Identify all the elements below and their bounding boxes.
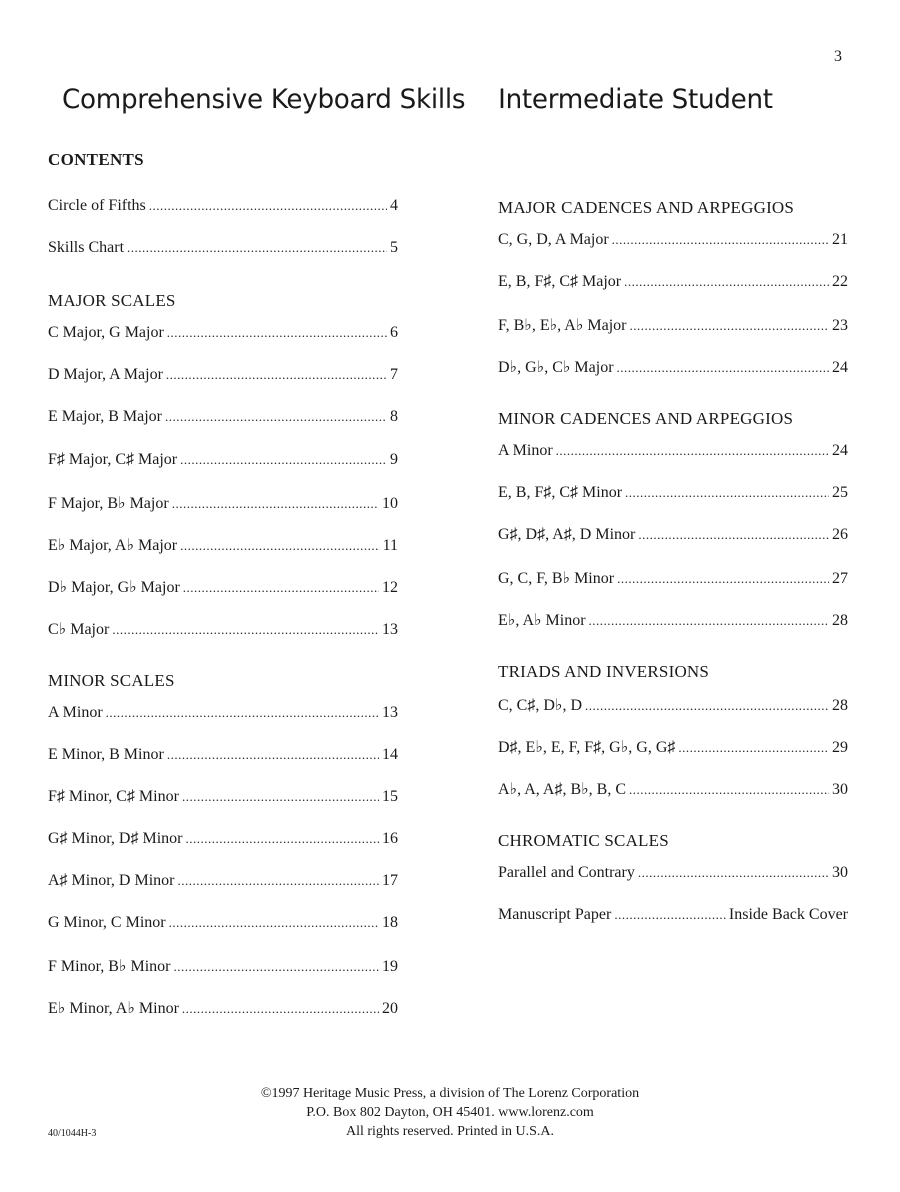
dot-leader <box>167 325 387 341</box>
dot-leader <box>585 698 829 714</box>
page-title <box>62 84 773 115</box>
dot-leader <box>149 198 387 214</box>
toc-entry[interactable] <box>48 914 398 932</box>
toc-entry[interactable] <box>48 197 398 215</box>
toc-entry[interactable] <box>48 535 398 555</box>
toc-entry-page: 21 <box>832 231 848 248</box>
dot-leader <box>629 782 829 798</box>
section-heading-chromatic: CHROMATIC SCALES <box>498 831 669 850</box>
toc-entry-page: 28 <box>832 612 848 629</box>
toc-entry-page: 28 <box>832 697 848 714</box>
toc-entry-page: 14 <box>382 746 398 763</box>
toc-entry-page: 30 <box>832 864 848 881</box>
toc-entry[interactable] <box>48 872 398 890</box>
toc-entry-label: G, C, F, B♭ Minor <box>498 570 615 587</box>
toc-entry-page: 22 <box>832 273 848 290</box>
section-heading-minor-scales: MINOR SCALES <box>48 671 175 690</box>
toc-entry[interactable] <box>48 577 398 597</box>
dot-leader <box>617 360 829 376</box>
toc-entry-page: 29 <box>832 739 848 756</box>
toc-entry[interactable] <box>498 695 848 715</box>
toc-entry[interactable] <box>48 619 398 639</box>
toc-entry-page: 23 <box>832 317 848 334</box>
toc-entry-label: F Major, B♭ Major <box>48 495 169 512</box>
toc-entry-page: 7 <box>390 366 398 383</box>
toc-entry-label: F, B♭, E♭, A♭ Major <box>498 317 627 334</box>
dot-leader <box>173 959 379 975</box>
toc-entry-page: 19 <box>382 958 398 975</box>
dot-leader <box>612 232 829 248</box>
toc-entry-label: F♯ Minor, C♯ Minor <box>48 788 179 805</box>
toc-entry-page: 24 <box>832 442 848 459</box>
toc-entry-label: C Major, G Major <box>48 324 164 341</box>
dot-leader <box>180 538 379 554</box>
rights-line: All rights reserved. Printed in U.S.A. <box>345 1124 555 1139</box>
toc-entry-page: 16 <box>382 830 398 847</box>
toc-entry[interactable] <box>48 956 398 976</box>
page-number: 3 <box>834 48 842 65</box>
toc-entry[interactable] <box>498 568 848 588</box>
toc-entry[interactable] <box>498 315 848 335</box>
toc-entry-label: G♯ Minor, D♯ Minor <box>48 830 183 847</box>
toc-entry-label: E♭ Major, A♭ Major <box>48 537 178 554</box>
title-main: Comprehensive Keyboard Skills <box>62 84 466 115</box>
copyright-line: ©1997 Heritage Music Press, a division of The Lorenz Corporation <box>260 1086 640 1101</box>
toc-entry-page: 9 <box>390 451 398 468</box>
toc-entry[interactable] <box>498 864 848 882</box>
toc-entry-page: 13 <box>382 704 398 721</box>
dot-leader <box>182 789 379 805</box>
toc-entry-label: D Major, A Major <box>48 366 163 383</box>
toc-entry[interactable] <box>498 484 848 502</box>
copyright-footer <box>0 1084 900 1141</box>
toc-entry-page: 26 <box>832 526 848 543</box>
contents-heading: CONTENTS <box>48 150 144 169</box>
toc-entry-label: C, C♯, D♭, D <box>498 697 582 714</box>
toc-entry-label: A♭, A, A♯, B♭, B, C <box>498 781 627 798</box>
toc-entry[interactable] <box>48 704 398 722</box>
dot-leader <box>166 367 387 383</box>
toc-entry-label: D♭ Major, G♭ Major <box>48 579 180 596</box>
toc-entry[interactable] <box>498 442 848 460</box>
dot-leader <box>167 747 379 763</box>
toc-entry[interactable] <box>48 408 398 426</box>
dot-leader <box>169 915 379 931</box>
toc-entry[interactable] <box>48 239 398 257</box>
dot-leader <box>172 496 379 512</box>
toc-entry[interactable] <box>498 906 848 924</box>
dot-leader <box>182 1001 379 1017</box>
dot-leader <box>638 527 829 543</box>
toc-entry-page: 8 <box>390 408 398 425</box>
toc-entry[interactable] <box>498 357 848 377</box>
address-line: P.O. Box 802 Dayton, OH 45401. www.lorenz.com <box>306 1105 594 1120</box>
toc-entry-label: C♭ Major <box>48 621 110 638</box>
toc-entry[interactable] <box>498 273 848 291</box>
toc-entry[interactable] <box>48 324 398 342</box>
dot-leader <box>678 740 829 756</box>
toc-entry-page: 25 <box>832 484 848 501</box>
toc-entry-page: Inside Back Cover <box>728 906 848 923</box>
toc-entry-label: E, B, F♯, C♯ Minor <box>498 484 623 501</box>
section-heading-major-scales: MAJOR SCALES <box>48 291 176 310</box>
toc-entry-label: G♯, D♯, A♯, D Minor <box>498 526 636 543</box>
dot-leader <box>185 831 379 847</box>
toc-entry-label: F♯ Major, C♯ Major <box>48 451 178 468</box>
toc-entry-label: G Minor, C Minor <box>48 914 166 931</box>
toc-entry[interactable] <box>48 493 398 513</box>
toc-entry-page: 4 <box>390 197 398 214</box>
toc-entry-page: 13 <box>382 621 398 638</box>
section-heading-major-cadences: MAJOR CADENCES AND ARPEGGIOS <box>498 198 795 217</box>
dot-leader <box>625 485 829 501</box>
toc-entry[interactable] <box>48 830 398 848</box>
toc-entry[interactable] <box>498 737 848 757</box>
toc-entry-page: 5 <box>390 239 398 256</box>
toc-entry-label: F Minor, B♭ Minor <box>48 958 171 975</box>
toc-entry[interactable] <box>48 998 398 1018</box>
toc-entry-label: A Minor <box>48 704 103 721</box>
toc-entry-label: Circle of Fifths <box>48 197 146 214</box>
toc-entry[interactable] <box>48 746 398 764</box>
toc-entry-page: 17 <box>382 872 398 889</box>
toc-entry-page: 15 <box>382 788 398 805</box>
toc-entry-page: 18 <box>382 914 398 931</box>
section-heading-minor-cadences: MINOR CADENCES AND ARPEGGIOS <box>498 409 794 428</box>
toc-entry-page: 12 <box>382 579 398 596</box>
toc-entry-label: E, B, F♯, C♯ Major <box>498 273 622 290</box>
dot-leader <box>165 409 387 425</box>
toc-entry-page: 27 <box>832 570 848 587</box>
toc-entry-page: 6 <box>390 324 398 341</box>
toc-entry-label: E Minor, B Minor <box>48 746 164 763</box>
toc-entry-label: D♭, G♭, C♭ Major <box>498 359 614 376</box>
toc-entry-label: A♯ Minor, D Minor <box>48 872 175 889</box>
dot-leader <box>556 443 829 459</box>
dot-leader <box>183 580 379 596</box>
dot-leader <box>177 873 379 889</box>
dot-leader <box>180 452 387 468</box>
section-heading-triads: TRIADS AND INVERSIONS <box>498 662 710 681</box>
dot-leader <box>106 705 379 721</box>
dot-leader <box>629 318 829 334</box>
toc-entry-label: C, G, D, A Major <box>498 231 609 248</box>
toc-entry-page: 24 <box>832 359 848 376</box>
toc-entry-page: 20 <box>382 1000 398 1017</box>
toc-entry-label: Manuscript Paper <box>498 906 612 923</box>
toc-entry[interactable] <box>498 610 848 630</box>
toc-entry-page: 10 <box>382 495 398 512</box>
toc-entry[interactable] <box>498 231 848 249</box>
dot-leader <box>638 865 829 881</box>
toc-entry[interactable] <box>48 788 398 806</box>
toc-entry-page: 11 <box>382 537 398 554</box>
toc-entry-label: Skills Chart <box>48 239 125 256</box>
toc-entry-page: 30 <box>832 781 848 798</box>
dot-leader <box>127 240 387 256</box>
dot-leader <box>589 613 829 629</box>
dot-leader <box>617 571 829 587</box>
dot-leader <box>624 274 829 290</box>
toc-entry-label: E♭ Minor, A♭ Minor <box>48 1000 179 1017</box>
toc-entry[interactable] <box>48 366 398 384</box>
catalog-code: 40/1044H-3 <box>48 1128 97 1139</box>
toc-entry-label: D♯, E♭, E, F, F♯, G♭, G, G♯ <box>498 739 676 756</box>
toc-entry-label: E♭, A♭ Minor <box>498 612 586 629</box>
toc-entry[interactable] <box>498 779 848 799</box>
toc-entry[interactable] <box>48 451 398 469</box>
toc-entry-label: Parallel and Contrary <box>498 864 635 881</box>
title-level: Intermediate Student <box>498 84 773 115</box>
dot-leader <box>112 622 379 638</box>
toc-entry[interactable] <box>498 526 848 544</box>
dot-leader <box>614 907 726 923</box>
toc-entry-label: E Major, B Major <box>48 408 163 425</box>
toc-entry-label: A Minor <box>498 442 553 459</box>
